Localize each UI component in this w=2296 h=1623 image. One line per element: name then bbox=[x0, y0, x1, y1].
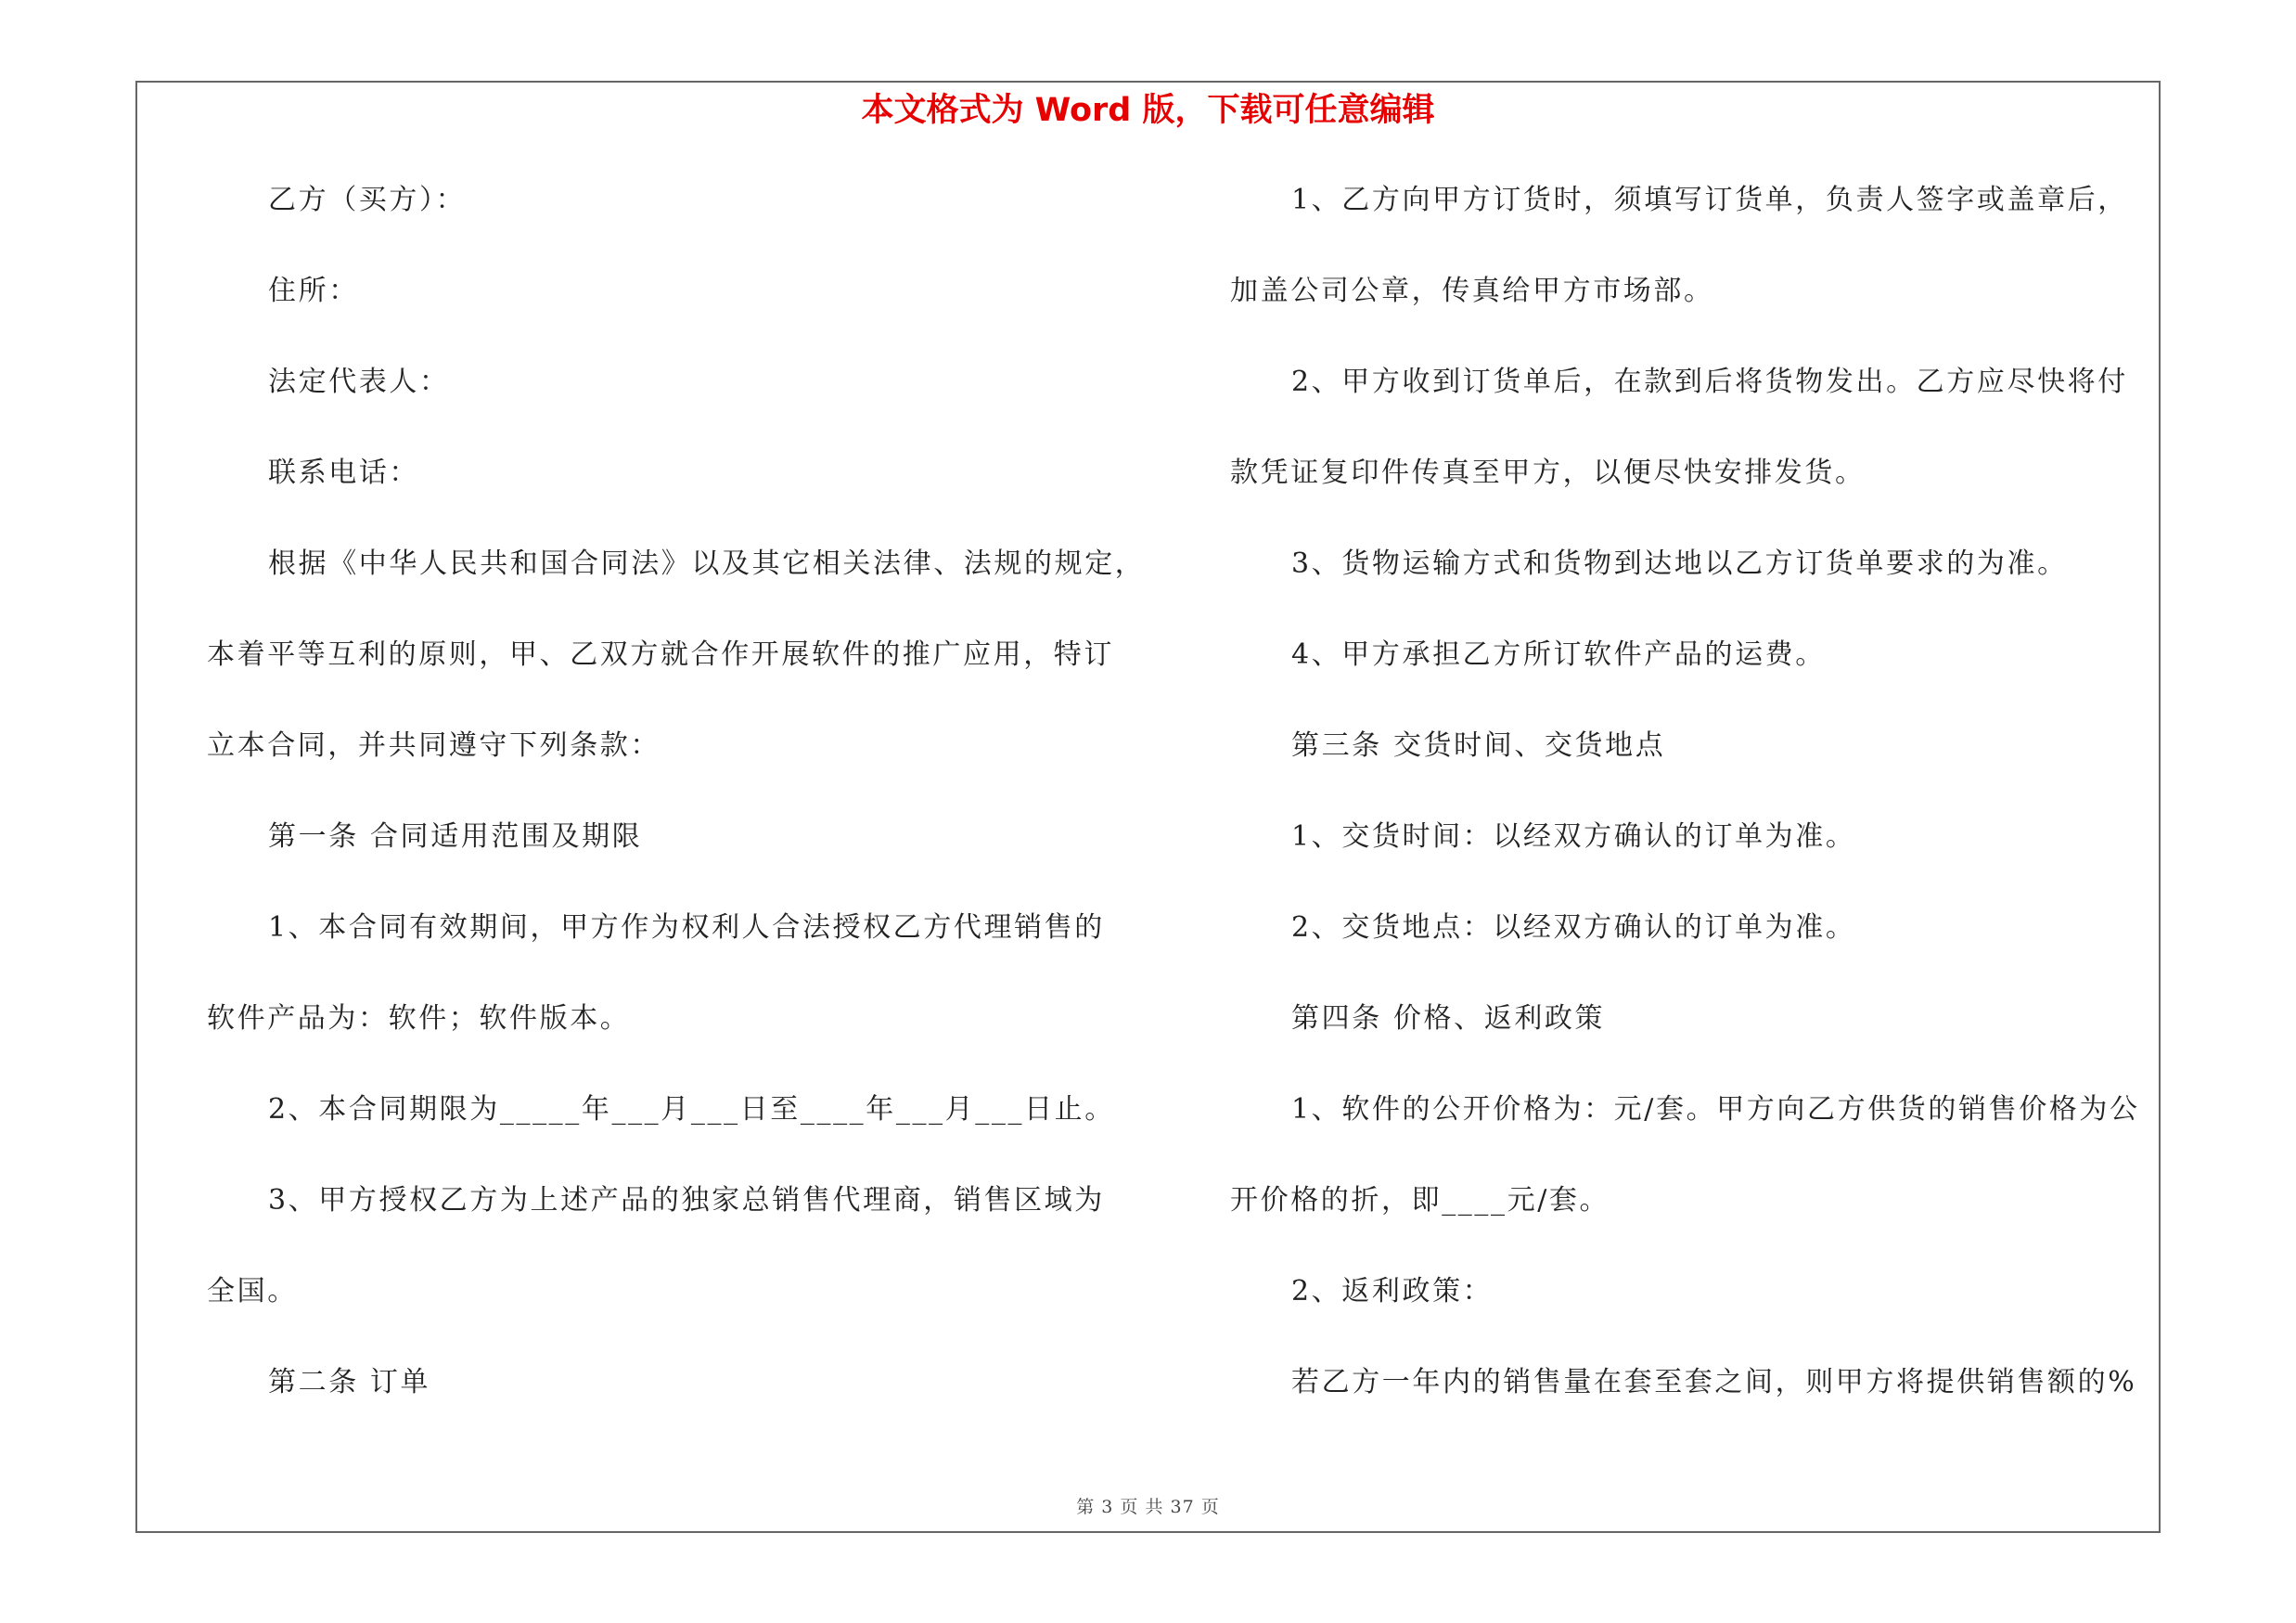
text-line: 开价格的折，即____元/套。 bbox=[1230, 1184, 1610, 1217]
text-line: 款凭证复印件传真至甲方，以便尽快安排发货。 bbox=[1230, 457, 1866, 489]
section-heading: 第四条 价格、返利政策 bbox=[1291, 1002, 1606, 1035]
text-line: 立本合同，并共同遵守下列条款： bbox=[207, 729, 661, 762]
word-format-banner: 本文格式为 Word 版，下载可任意编辑 bbox=[861, 92, 1435, 129]
text-line: 2、交货地点：以经双方确认的订单为准。 bbox=[1291, 911, 1856, 944]
text-line: 2、本合同期限为_____年___月___日至____年___月___日止。 bbox=[268, 1093, 1115, 1126]
text-line: 本着平等互利的原则，甲、乙双方就合作开展软件的推广应用，特订 bbox=[207, 638, 1114, 671]
page-border bbox=[135, 81, 2161, 1533]
text-line: 2、返利政策： bbox=[1291, 1275, 1494, 1307]
text-line: 全国。 bbox=[207, 1275, 298, 1307]
text-line: 1、本合同有效期间，甲方作为权利人合法授权乙方代理销售的 bbox=[268, 911, 1105, 944]
text-line: 加盖公司公章，传真给甲方市场部。 bbox=[1230, 275, 1714, 307]
text-line: 3、货物运输方式和货物到达地以乙方订货单要求的为准。 bbox=[1291, 547, 2068, 580]
section-heading: 第二条 订单 bbox=[268, 1366, 431, 1398]
text-line: 2、甲方收到订货单后，在款到后将货物发出。乙方应尽快将付 bbox=[1291, 366, 2128, 398]
text-line: 3、甲方授权乙方为上述产品的独家总销售代理商，销售区域为 bbox=[268, 1184, 1105, 1217]
text-line: 联系电话： bbox=[268, 457, 419, 489]
section-heading: 第三条 交货时间、交货地点 bbox=[1291, 729, 1666, 762]
text-line: 1、软件的公开价格为：元/套。甲方向乙方供货的销售价格为公 bbox=[1291, 1093, 2140, 1126]
text-line: 根据《中华人民共和国合同法》以及其它相关法律、法规的规定， bbox=[268, 547, 1146, 580]
text-line: 住所： bbox=[268, 275, 359, 307]
page-number-footer: 第 3 页 共 37 页 bbox=[1076, 1497, 1220, 1517]
text-line: 1、乙方向甲方订货时，须填写订货单，负责人签字或盖章后， bbox=[1291, 184, 2128, 216]
text-line: 法定代表人： bbox=[268, 366, 450, 398]
text-line: 若乙方一年内的销售量在套至套之间，则甲方将提供销售额的% bbox=[1291, 1366, 2137, 1398]
text-line: 软件产品为：软件；软件版本。 bbox=[207, 1002, 631, 1035]
section-heading: 第一条 合同适用范围及期限 bbox=[268, 820, 643, 853]
text-line: 4、甲方承担乙方所订软件产品的运费。 bbox=[1291, 638, 1826, 671]
text-line: 1、交货时间：以经双方确认的订单为准。 bbox=[1291, 820, 1856, 853]
text-line: 乙方（买方）： bbox=[268, 184, 467, 216]
